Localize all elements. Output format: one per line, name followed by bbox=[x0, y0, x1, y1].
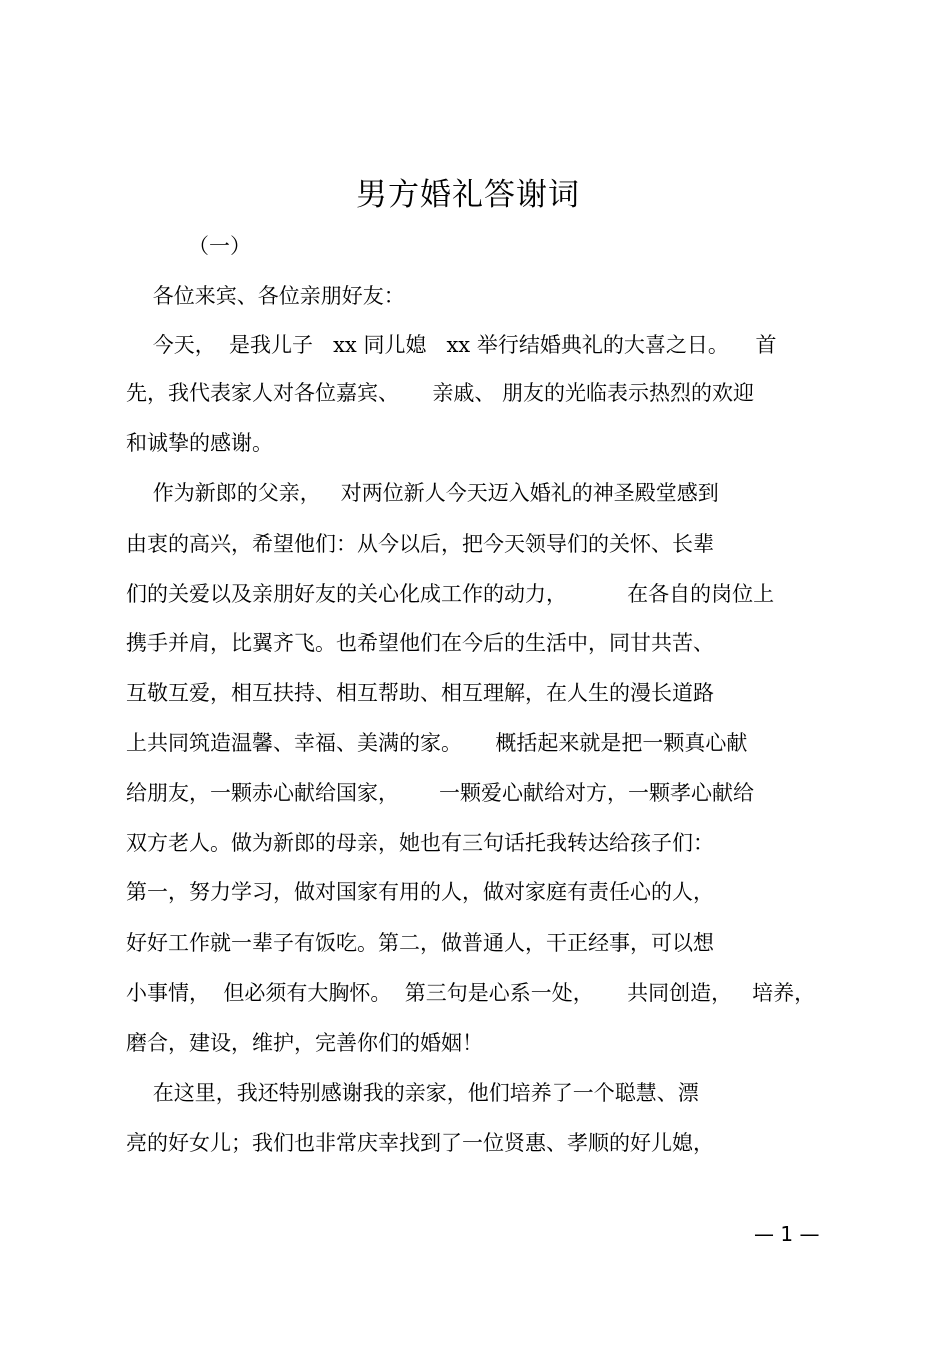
body-line: 携手并肩，比翼齐飞。也希望他们在今后的生活中，同甘共苦、 bbox=[126, 631, 714, 655]
body-line: 小事情， 但必须有大胸怀。 第三句是心系一处， 共同创造， 培养， bbox=[126, 981, 816, 1005]
body-line: 由衷的高兴，希望他们：从今以后，把今天领导们的关怀、长辈 bbox=[126, 532, 714, 556]
body-line: 今天， 是我儿子 xx 同儿媳 xx 举行结婚典礼的大喜之日。 首 bbox=[126, 333, 777, 357]
section-marker: （一） bbox=[188, 234, 251, 258]
body-line: 双方老人。做为新郎的母亲，她也有三句话托我转达给孩子们： bbox=[126, 831, 714, 855]
body-line: 亮的好女儿；我们也非常庆幸找到了一位贤惠、孝顺的好儿媳， bbox=[126, 1131, 714, 1155]
body-line: 先，我代表家人对各位嘉宾、 亲戚、 朋友的光临表示热烈的欢迎 bbox=[126, 381, 755, 405]
body-line: 作为新郎的父亲， 对两位新人今天迈入婚礼的神圣殿堂感到 bbox=[126, 481, 719, 505]
document-title: 男方婚礼答谢词 bbox=[356, 177, 580, 213]
body-line: 互敬互爱，相互扶持、相互帮助、相互理解，在人生的漫长道路 bbox=[126, 681, 714, 705]
body-line: 在这里，我还特别感谢我的亲家，他们培养了一个聪慧、漂 bbox=[126, 1081, 699, 1105]
body-line: 们的关爱以及亲朋好友的关心化成工作的动力， 在各自的岗位上 bbox=[126, 582, 775, 606]
body-line: 磨合，建设，维护，完善你们的婚姻！ bbox=[126, 1031, 483, 1055]
body-line: 上共同筑造温馨、幸福、美满的家。 概括起来就是把一颗真心献 bbox=[126, 731, 748, 755]
body-line: 各位来宾、各位亲朋好友： bbox=[126, 284, 405, 308]
body-line: 第一，努力学习，做对国家有用的人，做对家庭有责任心的人， bbox=[126, 880, 714, 904]
body-line: 和诚挚的感谢。 bbox=[126, 431, 273, 455]
body-line: 给朋友，一颗赤心献给国家， 一颗爱心献给对方，一颗孝心献给 bbox=[126, 781, 755, 805]
page-number: — 1 — bbox=[754, 1222, 820, 1246]
body-line: 好好工作就一辈子有饭吃。第二，做普通人，干正经事，可以想 bbox=[126, 931, 714, 955]
